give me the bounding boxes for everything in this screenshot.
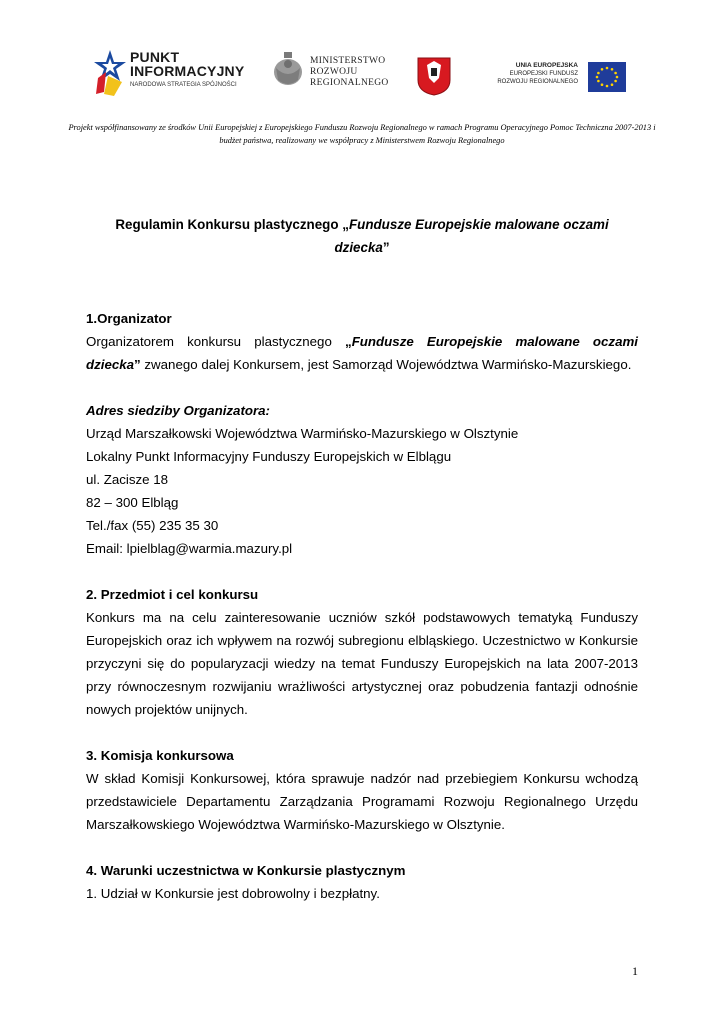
- title-prefix: Regulamin Konkursu plastycznego „: [115, 217, 349, 232]
- address-line: Lokalny Punkt Informacyjny Funduszy Europejskich w Elblągu: [86, 449, 452, 464]
- ministry-name: [310, 56, 389, 89]
- title-suffix: ”: [382, 240, 390, 255]
- quote-close: ”: [134, 357, 141, 372]
- ministry-line-3: REGIONALNEGO: [310, 78, 389, 88]
- ministry-line-2: ROZWOJU: [310, 67, 358, 77]
- eu-line-1: UNIA EUROPEJSKA: [515, 62, 578, 69]
- section-1-heading: 1.Organizator: [86, 311, 172, 326]
- quote-open: „: [345, 334, 352, 349]
- eu-line-2: EUROPEJSKI FUNDUSZ: [509, 71, 578, 77]
- address-phone: Tel./fax (55) 235 35 30: [86, 518, 219, 533]
- contest-name: Fundusze Europejskie malowane oczami dziecka: [86, 334, 638, 372]
- address-line: ul. Zacisze 18: [86, 472, 169, 487]
- eu-line-3: ROZWOJU REGIONALNEGO: [497, 79, 578, 85]
- punkt-informacyjny-subtitle: NARODOWA STRATEGIA SPÓJNOŚCI: [130, 82, 237, 88]
- section-2-heading: 2. Przedmiot i cel konkursu: [86, 587, 259, 602]
- punkt-informacyjny-title: PUNKT INFORMACYJNY: [130, 49, 245, 79]
- cofinancing-note: Projekt współfinansowany ze środków Unii Europejskiej z Europejskiego Funduszu Rozwoju Regionalnego w ramach Programu Operacyjnego Pomoc Techniczna 2007-2013 i budżet państwa, realizowany we współpracy z Ministerstwem Rozwoju Regionalnego: [68, 123, 656, 145]
- eu-flag-icon: [588, 62, 626, 92]
- address-email: Email: lpielblag@warmia.mazury.pl: [86, 541, 293, 556]
- address-heading: Adres siedziby Organizatora:: [86, 403, 270, 418]
- document-body: [86, 307, 638, 905]
- coat-of-arms-icon: [416, 56, 452, 96]
- ministry-line-1: MINISTERSTWO: [310, 56, 386, 66]
- title-contest-name: Fundusze Europejskie malowane oczami dziecka: [334, 217, 609, 255]
- section-3-paragraph: W skład Komisji Konkursowej, która sprawuje nadzór nad przebiegiem Konkursu wchodzą przedstawiciele Departamentu Zarządzania Programami Rozwoju Regionalnego Urzędu Marszałkowskiego Województwa Warmińsko-Mazurskiego w Olsztynie.: [86, 771, 638, 832]
- section-2-paragraph: Konkurs ma na celu zainteresowanie uczniów szkół podstawowych tematyką Funduszy Europejskich oraz ich wpływem na rozwój subregionu elbląskiego. Uczestnictwo w Konkursie przyczyni się do popularyzacji wiedzy na temat Funduszy Europejskich na lata 2007-2013 przy równoczesnym rozwijaniu wrażliwości artystycznej oraz pobudzenia fantazji odnośnie nowych projektów unijnych.: [86, 610, 638, 717]
- white-eagle-icon: [272, 50, 304, 90]
- section-4-item-1: 1. Udział w Konkursie jest dobrowolny i bezpłatny.: [86, 886, 380, 901]
- organizer-text-post: zwanego dalej Konkursem, jest Samorząd Województwa Warmińsko-Mazurskiego.: [140, 357, 632, 372]
- organizer-text-pre: Organizatorem konkursu plastycznego: [86, 334, 346, 349]
- punkt-informacyjny-logo: [92, 48, 252, 98]
- document-title: [86, 213, 638, 259]
- eu-name: [497, 62, 578, 86]
- punkt-informacyjny-emblem-icon: [92, 48, 128, 98]
- section-4-heading: 4. Warunki uczestnictwa w Konkursie plastycznym: [86, 863, 406, 878]
- section-1-paragraph: [86, 330, 638, 376]
- page-number: 1: [632, 964, 638, 978]
- address-line: Urząd Marszałkowski Województwa Warmińsko-Mazurskiego w Olsztynie: [86, 426, 519, 441]
- eu-logo: [486, 56, 628, 96]
- address-line: 82 – 300 Elbląg: [86, 495, 179, 510]
- section-3-heading: 3. Komisja konkursowa: [86, 748, 234, 763]
- logo-bar: [86, 46, 636, 102]
- ministry-logo: [272, 50, 412, 98]
- voivodeship-coat-of-arms: [416, 56, 452, 96]
